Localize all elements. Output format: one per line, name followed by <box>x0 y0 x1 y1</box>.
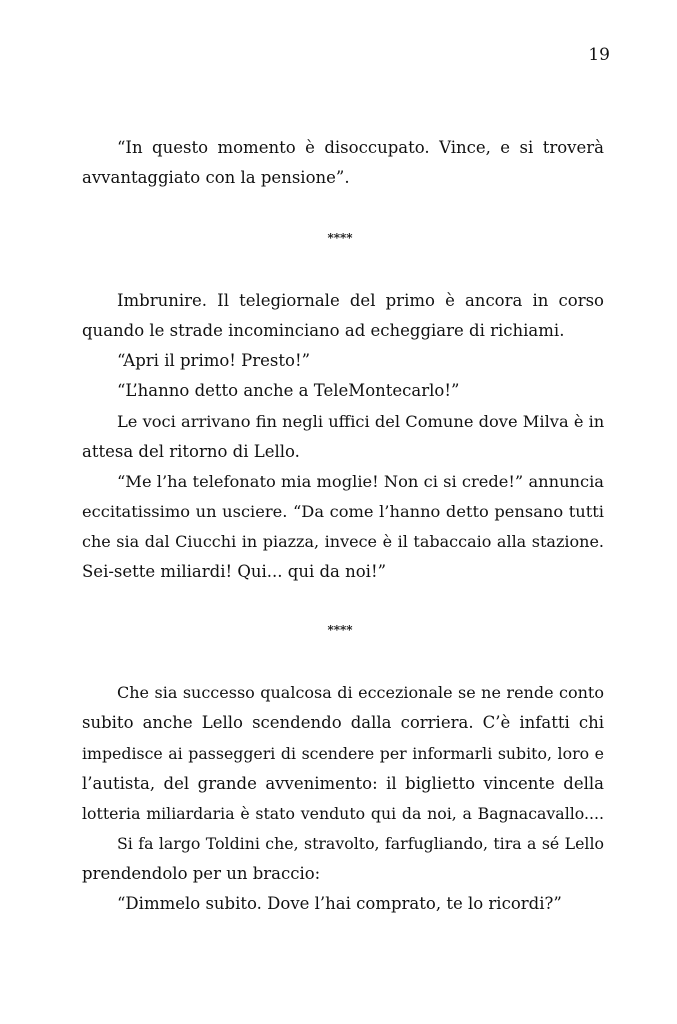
text-line: quando le strade incominciano ad echeggiare di richiami. <box>82 321 565 340</box>
text-line: Sei-sette miliardi! Qui... qui da noi!” <box>82 562 387 581</box>
text-line: lotteria miliardaria è stato venduto qui da noi, a Bagnacavallo.... <box>82 804 604 823</box>
text-line: prendendolo per un braccio: <box>82 864 321 883</box>
text-line: “Me l’ha telefonato mia moglie! Non ci si crede!” annuncia <box>117 472 604 491</box>
text-line: “Apri il primo! Presto!” <box>117 351 311 370</box>
text-line: “Dimmelo subito. Dove l’hai comprato, te lo ricordi?” <box>117 894 562 913</box>
section-separator: **** <box>327 231 353 245</box>
page-number: 19 <box>588 45 610 65</box>
text-line: Imbrunire. Il telegiornale del primo è ancora in corso <box>117 291 604 310</box>
text-line: Le voci arrivano fin negli uffici del Comune dove Milva è in <box>117 412 605 431</box>
text-line: attesa del ritorno di Lello. <box>82 442 300 461</box>
text-line: Che sia successo qualcosa di eccezionale se ne rende conto <box>117 683 604 702</box>
text-line: impedisce ai passeggeri di scendere per informarli subito, loro e <box>82 744 604 763</box>
text-line: “L’hanno detto anche a TeleMontecarlo!” <box>117 381 460 400</box>
text-line: “In questo momento è disoccupato. Vince, e si troverà <box>117 138 604 157</box>
text-line: subito anche Lello scendendo dalla corriera. C’è infatti chi <box>82 713 604 732</box>
text-line: l’autista, del grande avvenimento: il biglietto vincente della <box>82 774 604 793</box>
text-line: eccitatissimo un usciere. “Da come l’hanno detto pensano tutti <box>82 502 604 521</box>
text-line: avvantaggiato con la pensione”. <box>82 168 350 187</box>
text-line: Si fa largo Toldini che, stravolto, farfugliando, tira a sé Lello <box>117 834 604 853</box>
section-separator: **** <box>327 623 353 637</box>
text-line: che sia dal Ciucchi in piazza, invece è il tabaccaio alla stazione. <box>82 532 604 551</box>
